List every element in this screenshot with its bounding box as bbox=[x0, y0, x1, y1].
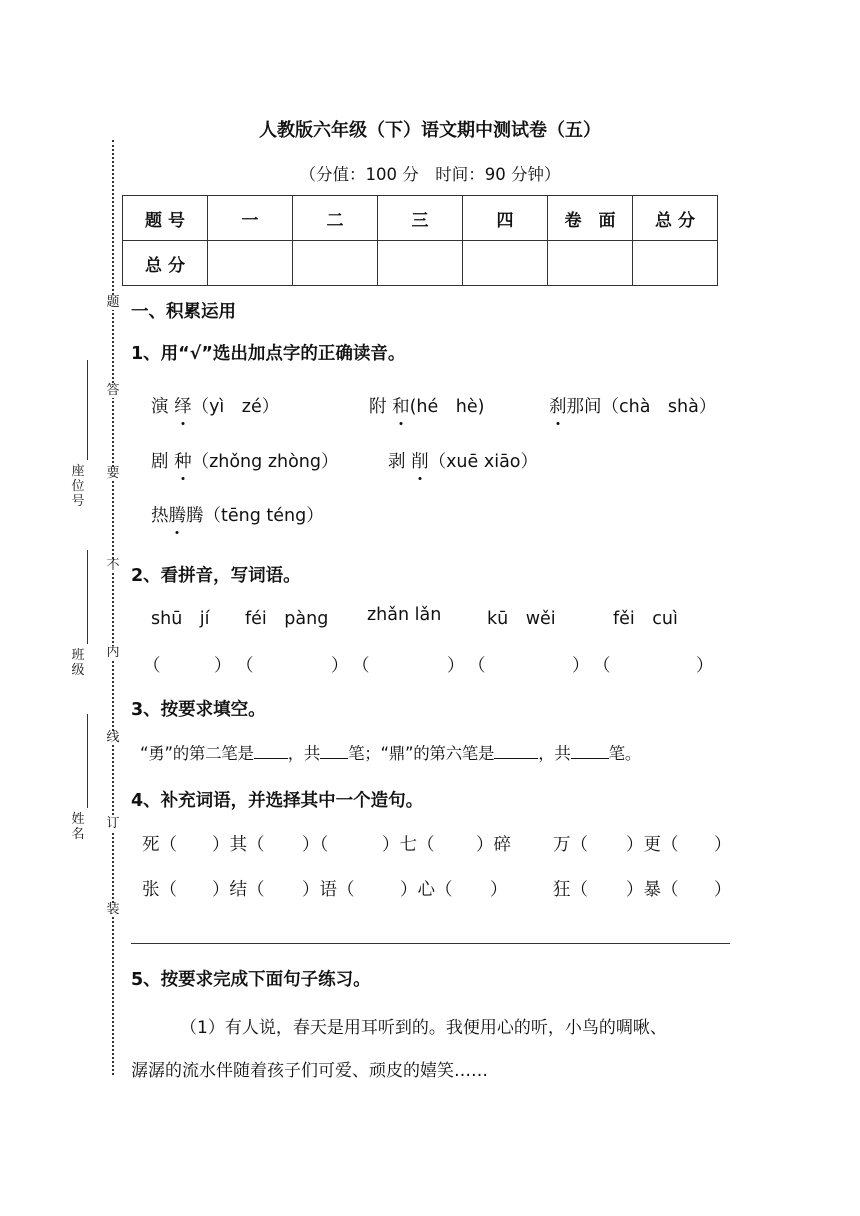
q1-item-chanajian: 刹那间（chà shà） bbox=[549, 393, 716, 418]
exam-title: 人教版六年级（下）语文期中测试卷（五） bbox=[259, 120, 601, 141]
idiom-part: ）语（ bbox=[302, 880, 355, 900]
idiom-part: 死（ bbox=[142, 835, 177, 855]
score-header-cell: 一 bbox=[208, 196, 293, 241]
score-header-cell: 总 分 bbox=[633, 196, 718, 241]
question-3-title: 3、按要求填空。 bbox=[131, 700, 266, 720]
score-table-score-row bbox=[123, 241, 718, 286]
score-header-cell: 四 bbox=[463, 196, 548, 241]
q1-item-juzhong: 剧 种（zhǒng zhòng） bbox=[151, 448, 339, 473]
answer-paren-close: ） bbox=[572, 656, 590, 676]
question-4-title: 4、补充词语，并选择其中一个造句。 bbox=[131, 791, 424, 811]
idiom-part: ）碎 bbox=[476, 835, 511, 855]
pinyin-item: féi pàng bbox=[245, 609, 329, 629]
idiom-part: ）（ bbox=[302, 835, 329, 855]
q1-item-retengteng: 热腾腾（tēng téng） bbox=[151, 502, 324, 527]
binding-char: 线 bbox=[106, 730, 120, 745]
binding-dotted-line bbox=[112, 140, 114, 1075]
pinyin-item: zhǎn lǎn bbox=[367, 605, 442, 625]
answer-paren-open: （ bbox=[593, 656, 611, 676]
score-header-cell: 卷 面 bbox=[548, 196, 633, 241]
answer-paren-close: ） bbox=[214, 656, 232, 676]
answer-paren-open: （ bbox=[143, 656, 161, 676]
answer-paren-open: （ bbox=[352, 656, 370, 676]
idiom-part: 万（ bbox=[553, 835, 588, 855]
binding-char: 订 bbox=[106, 816, 120, 831]
pinyin-item: kū wěi bbox=[487, 609, 556, 629]
name-line[interactable] bbox=[87, 714, 88, 808]
question-5-title: 5、按要求完成下面句子练习。 bbox=[131, 970, 371, 990]
score-cell[interactable] bbox=[548, 241, 633, 286]
answer-paren-close: ） bbox=[331, 656, 349, 676]
blank-field[interactable] bbox=[494, 742, 538, 759]
binding-char: 内 bbox=[106, 645, 120, 660]
idiom-part: ） bbox=[714, 880, 732, 900]
q5-passage-line: （1）有人说，春天是用耳听到的。我便用心的听，小鸟的啁啾、 bbox=[180, 1018, 667, 1038]
q1-item-boxue: 剥 削（xuē xiāo） bbox=[388, 448, 538, 473]
answer-paren-open: （ bbox=[468, 656, 486, 676]
question-1-title: 1、用“√”选出加点字的正确读音。 bbox=[131, 344, 406, 364]
blank-field[interactable] bbox=[320, 742, 348, 759]
seat-number-line[interactable] bbox=[87, 360, 88, 460]
seat-number-label: 座位号 bbox=[71, 464, 85, 509]
answer-paren-close: ） bbox=[696, 656, 714, 676]
class-line[interactable] bbox=[87, 550, 88, 644]
pinyin-item: fěi cuì bbox=[613, 609, 678, 629]
blank-field[interactable] bbox=[254, 742, 288, 759]
score-cell[interactable] bbox=[208, 241, 293, 286]
binding-char: 装 bbox=[106, 902, 120, 917]
q1-item-yanyi: 演 绎（yì zé） bbox=[151, 393, 279, 418]
score-cell[interactable] bbox=[378, 241, 463, 286]
q5-passage-line: 潺潺的流水伴随着孩子们可爱、顽皮的嬉笑…… bbox=[131, 1061, 488, 1081]
idiom-part: ）结（ bbox=[212, 880, 265, 900]
binding-char: 题 bbox=[106, 295, 120, 310]
class-label: 班级 bbox=[71, 648, 85, 678]
score-header-cell: 三 bbox=[378, 196, 463, 241]
score-table bbox=[122, 195, 718, 286]
answer-paren-open: （ bbox=[236, 656, 254, 676]
score-table-header-row bbox=[123, 196, 718, 241]
idiom-part: ）暴（ bbox=[626, 880, 679, 900]
name-label: 姓名 bbox=[71, 812, 85, 842]
idiom-part: ） bbox=[714, 835, 732, 855]
idiom-part: ）更（ bbox=[626, 835, 679, 855]
score-cell[interactable] bbox=[293, 241, 378, 286]
idiom-part: 狂（ bbox=[553, 880, 588, 900]
question-2-title: 2、看拼音，写词语。 bbox=[131, 566, 301, 586]
sentence-answer-line[interactable] bbox=[131, 943, 730, 944]
answer-paren-close: ） bbox=[447, 656, 465, 676]
idiom-part: ）七（ bbox=[382, 835, 435, 855]
q3-fill-line: “勇”的第二笔是 ，共 笔；“鼎”的第六笔是 ，共 笔。 bbox=[140, 744, 642, 763]
idiom-part: ）心（ bbox=[400, 880, 453, 900]
score-cell[interactable] bbox=[463, 241, 548, 286]
binding-char: 答 bbox=[106, 383, 120, 398]
binding-char: 不 bbox=[106, 558, 120, 573]
idiom-part: ） bbox=[490, 880, 508, 900]
idiom-part: 张（ bbox=[142, 880, 177, 900]
blank-field[interactable] bbox=[571, 742, 609, 759]
score-row-label: 总 分 bbox=[123, 241, 208, 286]
score-cell[interactable] bbox=[633, 241, 718, 286]
score-header-cell: 二 bbox=[293, 196, 378, 241]
score-header-cell: 题 号 bbox=[123, 196, 208, 241]
idiom-part: ）其（ bbox=[212, 835, 265, 855]
binding-char: 要 bbox=[106, 466, 120, 481]
section-heading: 一、积累运用 bbox=[131, 302, 236, 322]
exam-subtitle: （分值：100 分 时间：90 分钟） bbox=[299, 165, 561, 184]
pinyin-item: shū jí bbox=[151, 609, 210, 629]
q1-item-fuhe: 附 和(hé hè) bbox=[369, 393, 484, 418]
